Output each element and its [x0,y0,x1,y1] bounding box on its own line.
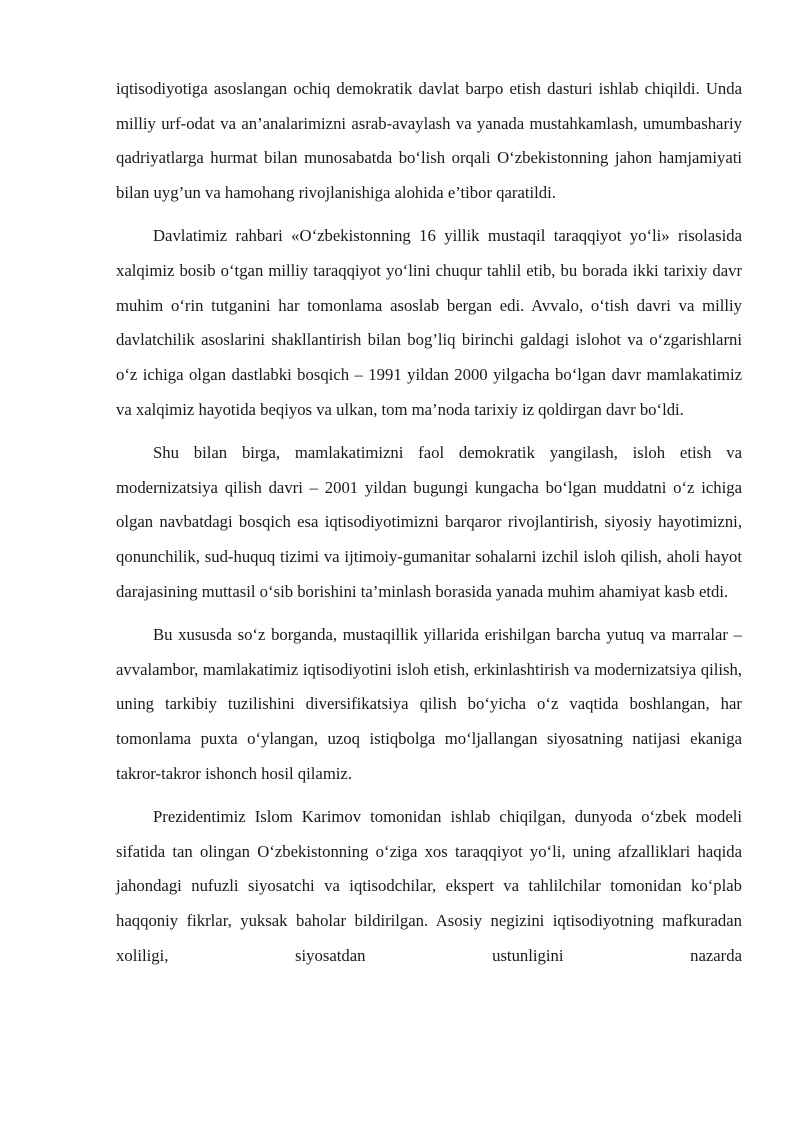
paragraph-1: iqtisodiyotiga asoslangan ochiq demokratik davlat barpo etish dasturi ishlab chiqildi. Unda milliy urf-odat va an’analarimizni asrab-avaylash va yanada mustahkamlash, umumbashariy qadriyatlarga hurmat bilan munosabatda bo‘lish orqali O‘zbekistonning jahon hamjamiyati bilan uyg’un va hamohang rivojlanishiga alohida e’tibor qaratildi. [116,79,742,203]
paragraph-2: Davlatimiz rahbari «O‘zbekistonning 16 yillik mustaqil taraqqiyot yo‘li» risolasida xalqimiz bosib o‘tgan milliy taraqqiyot yo‘lini chuqur tahlil etib, bu borada ikki tarixiy davr muhim o‘rin tutganini har tomonlama asoslab bergan edi. Avvalo, o‘tish davri va milliy davlatchilik asoslarini shakllantirish bilan bog’liq birinchi galdagi islohot va o‘zgarishlarni o‘z ichiga olgan dastlabki bosqich – 1991 yildan 2000 yilgacha bo‘lgan davr mamlakatimiz va xalqimiz hayotida beqiyos va ulkan, tom ma’noda tarixiy iz qoldirgan davr bo‘ldi. [116,226,742,419]
paragraph-3: Shu bilan birga, mamlakatimizni faol demokratik yangilash, isloh etish va modernizatsiya qilish davri – 2001 yildan bugungi kungacha bo‘lgan muddatni o‘z ichiga olgan navbatdagi bosqich esa iqtisodiyotimizni barqaror rivojlantirish, siyosiy hayotimizni, qonunchilik, sud-huquq tizimi va ijtimoiy-gumanitar sohalarni izchil isloh qilish, aholi hayot darajasining muttasil o‘sib borishini ta’minlash borasida yanada muhim ahamiyat kasb etdi. [116,443,742,601]
paragraph-5: Prezidentimiz Islom Karimov tomonidan ishlab chiqilgan, dunyoda o‘zbek modeli sifatida tan olingan O‘zbekistonning o‘ziga xos taraqqiyot yo‘li, uning afzalliklari haqida jahondagi nufuzli siyosatchi va iqtisodchilar, ekspert va tahlilchilar tomonidan ko‘plab haqqoniy fikrlar, yuksak baholar bildirilgan. Asosiy negizini iqtisodiyotning mafkuradan xoliligi, siyosatdan ustunligini nazarda [116,807,742,965]
document-page [116,72,742,982]
paragraph-4: Bu xususda so‘z borganda, mustaqillik yillarida erishilgan barcha yutuq va marralar – avvalambor, mamlakatimiz iqtisodiyotini isloh etish, erkinlashtirish va modernizatsiya qilish, uning tarkibiy tuzilishini diversifikatsiya qilish bo‘yicha o‘z vaqtida boshlangan, har tomonlama puxta o‘ylangan, uzoq istiqbolga mo‘ljallangan siyosatning natijasi ekaniga takror-takror ishonch hosil qilamiz. [116,625,742,783]
